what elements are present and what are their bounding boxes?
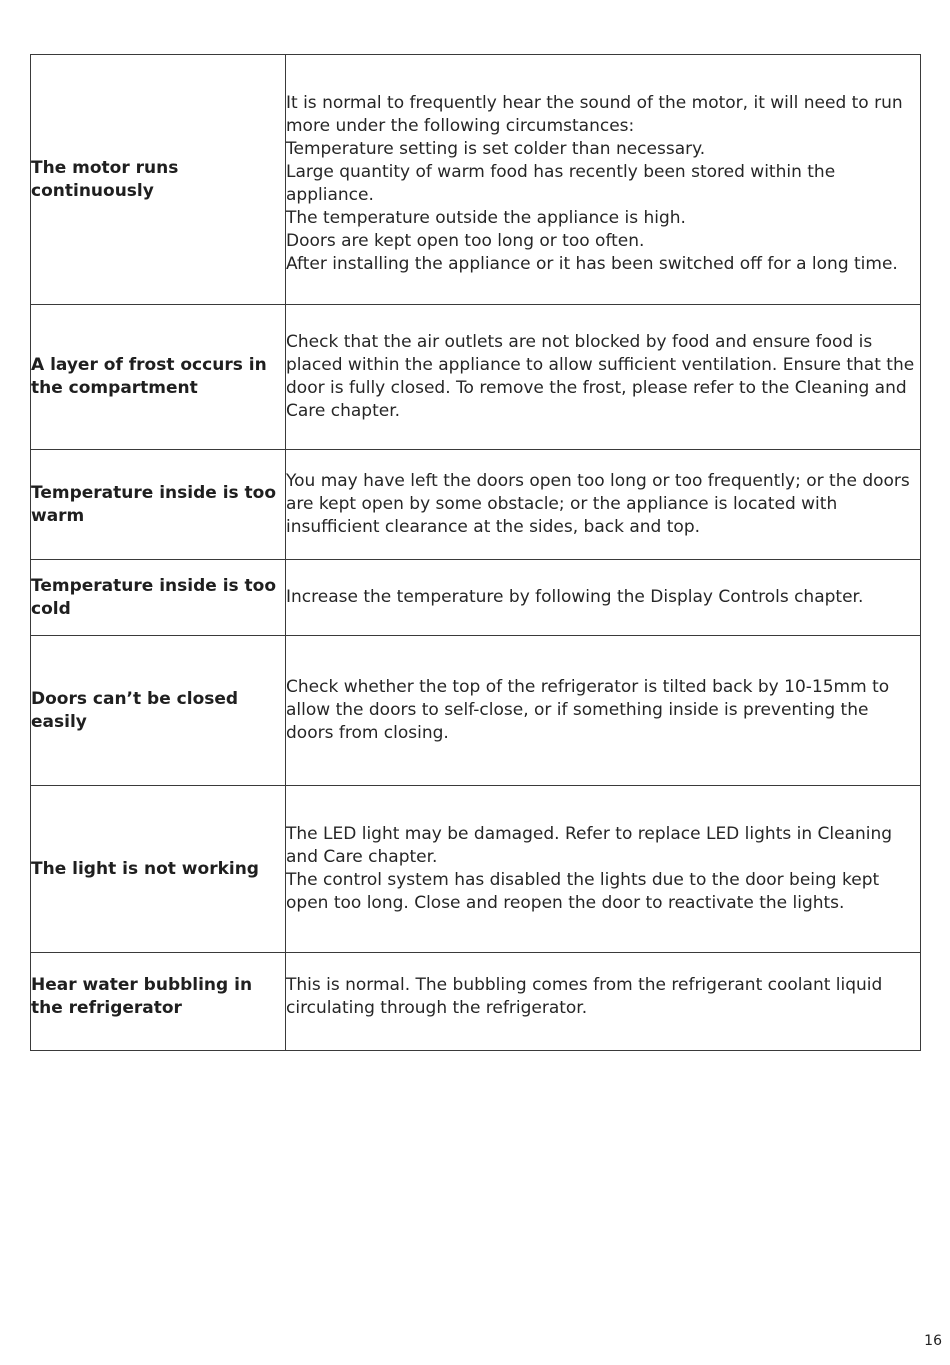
solution-text: Large quantity of warm food has recently been stored within the appliance. <box>286 161 836 205</box>
table-row <box>31 450 921 560</box>
solution-cell <box>286 305 921 450</box>
solution-text: Check that the air outlets are not blocked by food and ensure food is placed within the appliance to allow sufficient ventilation. Ensure that the door is fully closed. To remove the frost, please refer to the Cleaning and Care chapter. <box>286 332 915 421</box>
table-row <box>31 55 921 305</box>
solution-text: The temperature outside the appliance is high. <box>286 207 686 228</box>
solution-text: It is normal to frequently hear the sound of the motor, it will need to run more under the following circumstances: <box>286 92 903 136</box>
problem-cell: Temperature inside is too warm <box>31 450 286 560</box>
solution-cell <box>286 636 921 786</box>
problem-cell: The motor runs continuously <box>31 55 286 305</box>
solution-text: You may have left the doors open too long or too frequently; or the doors are kept open by some obstacle; or the appliance is located with insufficient clearance at the sides, back and top. <box>286 471 910 537</box>
solution-cell <box>286 450 921 560</box>
table-row <box>31 636 921 786</box>
problem-cell: A layer of frost occurs in the compartment <box>31 305 286 450</box>
solution-text: Doors are kept open too long or too often. <box>286 230 645 251</box>
solution-cell <box>286 953 921 1051</box>
solution-cell <box>286 55 921 305</box>
solution-text: Temperature setting is set colder than necessary. <box>286 138 706 159</box>
solution-cell <box>286 560 921 636</box>
troubleshooting-table <box>30 54 921 1051</box>
problem-cell: Temperature inside is too cold <box>31 560 286 636</box>
solution-cell <box>286 786 921 953</box>
solution-text: After installing the appliance or it has been switched off for a long time. <box>286 253 898 274</box>
solution-text: The control system has disabled the lights due to the door being kept open too long. Close and reopen the door to reactivate the lights. <box>286 870 880 913</box>
table-row <box>31 560 921 636</box>
table-row <box>31 953 921 1051</box>
solution-text: Increase the temperature by following the Display Controls chapter. <box>286 587 864 607</box>
problem-cell: Doors can’t be closed easily <box>31 636 286 786</box>
table-row <box>31 786 921 953</box>
problem-cell: The light is not working <box>31 786 286 953</box>
solution-text: The LED light may be damaged. Refer to replace LED lights in Cleaning and Care chapter. <box>286 824 893 867</box>
page-number: 16 <box>924 1333 942 1349</box>
table-row <box>31 305 921 450</box>
solution-text: Check whether the top of the refrigerator is tilted back by 10-15mm to allow the doors to self-close, or if something inside is preventing the doors from closing. <box>286 677 890 743</box>
solution-text: This is normal. The bubbling comes from the refrigerant coolant liquid circulating through the refrigerator. <box>286 974 883 1018</box>
problem-cell: Hear water bubbling in the refrigerator <box>31 953 286 1051</box>
